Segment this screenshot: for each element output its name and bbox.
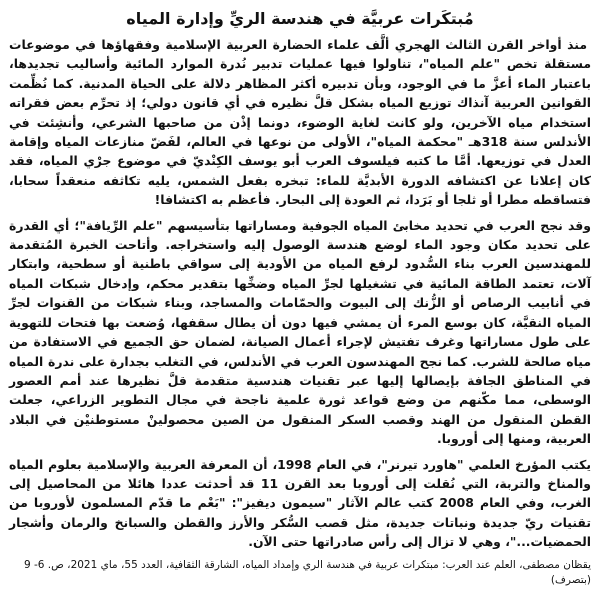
paragraph-2: وقد نجح العرب في تحديد مخابئ المياه الجوفية ومساراتها بتأسيسهم "علم الرِّيافة"؛ أي القدرة على تحديد مكان وجود الماء لوضع هندسة الوصول إليه واستخراجه. وأتاحت الخبرة المُتقدمة للمهندسين العرب بناء السُّدود لرفع المياه من الأودية إلى سواقي باطنية أو سطحية، وابتكار آلات، تعتمد الطاقة المائية في تشغيلها لجرِّ المياه وضخِّها بتقدير محكم، وإدخال شبكات المياه في أنابيب الرصاص أو الزُّنك إلى البيوت والحمّامات والمساجد، وبناء شبكات من القنوات لجرِّ المياه النقيَّة، كان بوسع المرء أن يمشي فيها دون أن يطال سقفها، وُضعت بها فتحات للتهوية على طول مساراتها وغرف تفتيش لإجراء أعمال الصيانة، لضمان حق الجميع في الاستفادة من مياه صالحة للشرب. كما نجح المهندسون العرب في الأندلس، في التغلب بجدارة على ندرة المياه في المناطق الجافة بإيصالها إليها عبر تقنيات هندسية متقدمة قلَّ نظيرها عند أمم العصور الوسطى، مما مكّنهم من وضع قواعد ثورة علمية ناجحة في مجال التطوير الزراعي، جعلت القطن المنقول من الهند وقصب السكر المنقول من الصين محصولينْ مستوطنيْن في البلاد العربية، ومنها إلى أوروبا.	[9, 217, 591, 447]
source-citation: يقظان مصطفى، العلم عند العرب: مبتكرات عربية في هندسة الري وإمداد المياه، الشارقة الثقافية، العدد 55، ماي 2021، ص. 6- 9 (بتصرف)	[23, 558, 591, 586]
document-title: مُبتكَرات عربيَّة في هندسة الريِّ وإدارة المياه	[126, 9, 474, 28]
paragraph-1: منذ أواخر القرن الثالث الهجري ألَّف علماء الحضارة العربية الإسلامية وفقهاؤها في موضوعات مستقلة تخص "علم المياه"، تناولوا فيها عمليات تدبير نُدرة الموارد المائية وأساليب تجديدها، باعتبار الماء أعزَّ ما في الوجود، وبأن تدبيره أكثر المظاهر دلالة على الحياة المدنية. كما نُظِّمت القوانين العربية آنذاك توزيع المياه بشكل قلَّ نظيره في أي قانون دولي؛ إذ تحرِّم بعض فقراته استخدام مياه الآخرين، ولو كانت لغاية الوضوء، دونما إذْن من صاحبها الشرعي، وأنشِئت في الأندلس سنة 318هـ "محكمة المياه"، الأولى من نوعها في العالم، لفَضّ منازعات المياه وإقامة العدل في توزيعها. أمَّا ما كتبه فيلسوف العرب أبو يوسف الكِنْديّ في موضوع جرْي المياه، فقد كان إعلانا عن اكتشافه الدورة الأبديَّة للماء: تبخره بفعل الشمس، يليه تكاثفه منعقداً سحابا، فتساقطه مطرا أو ثلجا أو بَرَدا، ثم العودة إلى البحار. فأعظم به اكتشافا!	[9, 37, 591, 208]
paragraph-3: يكتب المؤرخ العلمي "هاورد تيرنر"، في العام 1998، أن المعرفة العربية والإسلامية بعلوم المياه والمناخ والتربة، التي نُقلت إلى أوروبا بعد القرن 11 قد أحدثت عددا هائلا من المحاصيل إلى الغرب، وفي العام 2008 كتب عالم الآثار "سيمون ديفيز": "بَعْم ما قدّم المسلمون لأوروبا من تقنيات ريّ جديدة ونباتات جديدة، مثل قصب السُّكر والأرز والقطن والسبانخ والرمان وأشجار الحمضيات..."، وهي لا تزال إلى رأس صادراتها حتى الآن.	[9, 456, 592, 550]
